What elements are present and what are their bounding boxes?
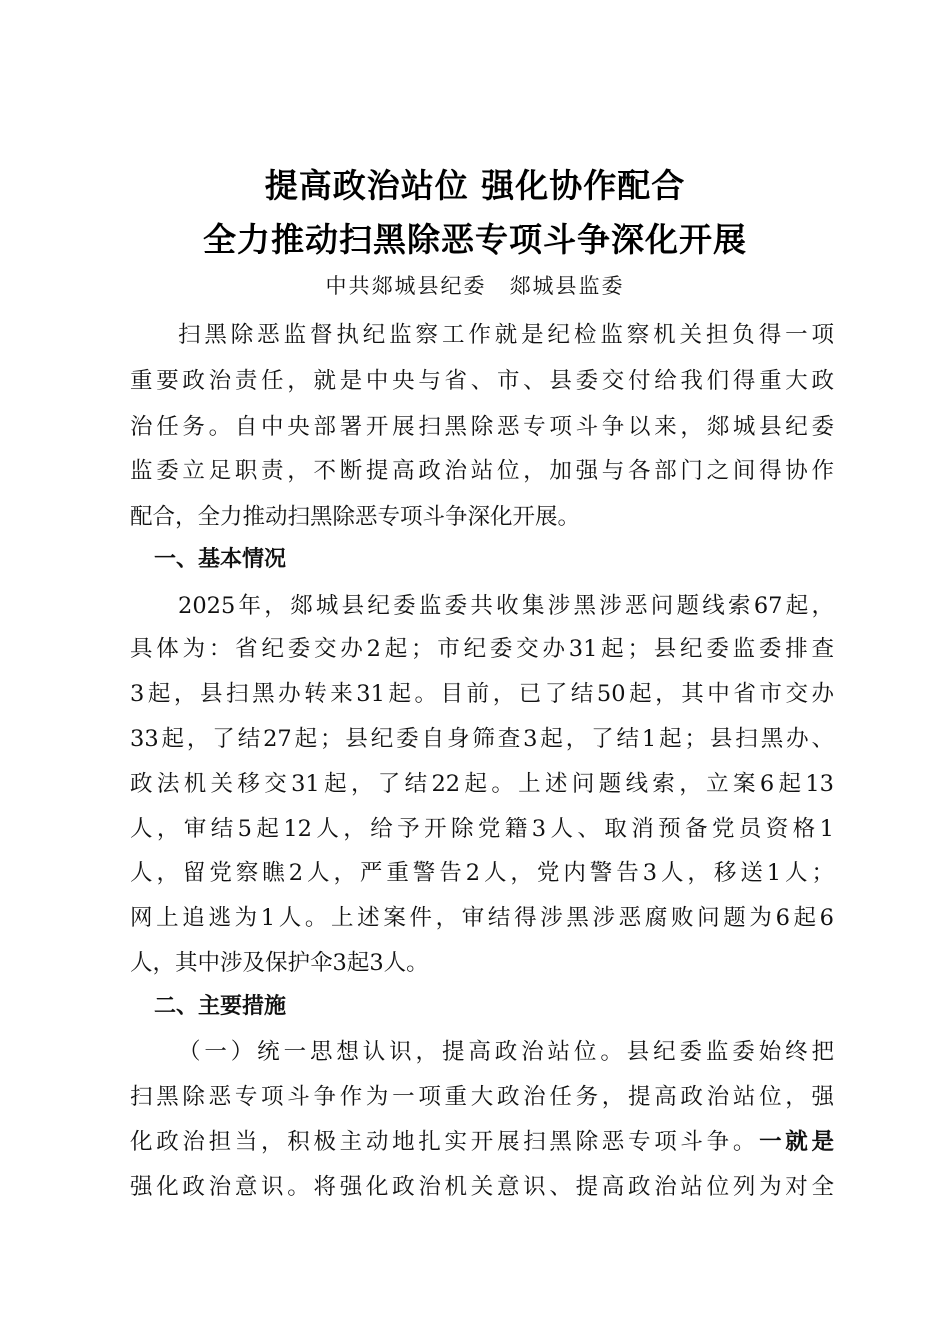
document-title-line-2: 全力推动扫黑除恶专项斗争深化开展	[203, 220, 747, 259]
intro-line: 监委立足职责，不断提高政治站位，加强与各部门之间得协作	[130, 458, 834, 484]
section1-line: 33起，了结27起；县纪委自身筛查3起，了结1起；县扫黑办、	[130, 726, 834, 752]
section2-line-text: 化政治担当，积极主动地扎实开展扫黑除恶专项斗争。	[130, 1129, 760, 1155]
section1-line: 政法机关移交31起，了结22起。上述问题线索，立案6起13	[130, 771, 834, 797]
section1-line: 2025年，郯城县纪委监委共收集涉黑涉恶问题线索67起，	[178, 593, 834, 619]
intro-line: 治任务。自中央部署开展扫黑除恶专项斗争以来，郯城县纪委	[130, 414, 834, 440]
intro-line: 扫黑除恶监督执纪监察工作就是纪检监察机关担负得一项	[178, 322, 834, 348]
intro-line: 配合，全力推动扫黑除恶专项斗争深化开展。	[130, 504, 581, 530]
section-heading-basic-situation: 一、基本情况	[154, 547, 287, 572]
section1-line: 3起，县扫黑办转来31起。目前，已了结50起，其中省市交办	[130, 681, 834, 707]
section1-line: 人，审结5起12人，给予开除党籍3人、取消预备党员资格1	[130, 816, 834, 842]
section2-bold-phrase: 一就是	[759, 1129, 834, 1155]
section-heading-main-measures: 二、主要措施	[154, 994, 287, 1019]
section2-line: 扫黑除恶专项斗争作为一项重大政治任务，提高政治站位，强	[130, 1084, 834, 1110]
section1-line: 人，其中涉及保护伞3起3人。	[130, 950, 429, 976]
document-title-line-1: 提高政治站位 强化协作配合	[264, 166, 686, 205]
section1-line: 具体为：省纪委交办2起；市纪委交办31起；县纪委监委排查	[130, 636, 834, 662]
document-byline: 中共郯城县纪委 郯城县监委	[325, 274, 625, 298]
intro-line: 重要政治责任，就是中央与省、市、县委交付给我们得重大政	[130, 368, 834, 394]
section2-line: （一）统一思想认识，提高政治站位。县纪委监委始终把	[178, 1039, 834, 1065]
section1-line: 人，留党察瞧2人，严重警告2人，党内警告3人，移送1人；	[130, 860, 834, 886]
section2-line	[130, 1127, 834, 1157]
section1-line: 网上追逃为1人。上述案件，审结得涉黑涉恶腐败问题为6起6	[130, 905, 834, 931]
section2-line: 强化政治意识。将强化政治机关意识、提高政治站位列为对全	[130, 1174, 834, 1200]
